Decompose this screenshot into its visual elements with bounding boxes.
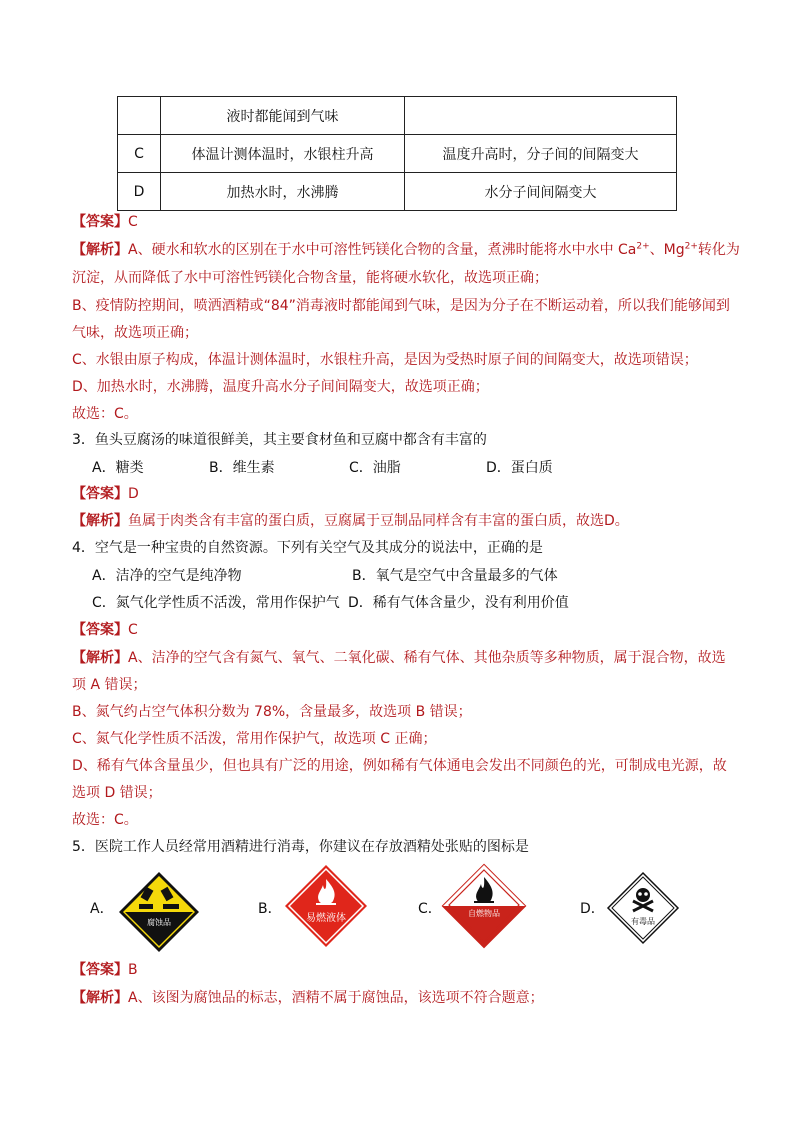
table-cell-key — [118, 97, 161, 135]
sign-text: 易燃液体 — [306, 913, 346, 924]
analysis-text: A、该图为腐蚀品的标志，酒精不属于腐蚀品，该选项不符合题意； — [128, 990, 544, 1006]
table-row — [118, 97, 677, 135]
analysis-text: 转化为 — [697, 242, 740, 258]
analysis-tag: 【解析】 — [72, 650, 128, 666]
question-3-stem: 3．鱼头豆腐汤的味道很鲜美，其主要食材鱼和豆腐中都含有丰富的 — [72, 432, 487, 448]
spontaneous-combustion-sign-icon — [441, 863, 527, 949]
analysis-line: D、加热水时，水沸腾，温度升高水分子间间隔变大，故选项正确； — [72, 379, 489, 395]
options-table — [117, 96, 677, 211]
analysis-tag: 【解析】 — [72, 513, 128, 529]
option-a-label: A． — [90, 901, 114, 917]
analysis-line: 选项 D 错误； — [72, 785, 162, 801]
analysis-line: 项 A 错误； — [72, 677, 147, 693]
analysis-text: 鱼属于肉类含有丰富的蛋白质，豆腐属于豆制品同样含有丰富的蛋白质，故选D。 — [128, 513, 629, 529]
sign-text: 腐蚀品 — [147, 918, 171, 927]
option-c-label: C． — [418, 901, 442, 917]
analysis-line: B、疫情防控期间，喷洒酒精或“84”消毒液时都能闻到气味，是因为分子在不断运动着，所以我们能够闻到 — [72, 298, 730, 314]
analysis-line: D、稀有气体含量虽少，但也具有广泛的用途，例如稀有气体通电会发出不同颜色的光，可制成电光源，故 — [72, 758, 727, 774]
option-a: A．洁净的空气是纯净物 — [92, 568, 242, 584]
option-c: C．氮气化学性质不活泼，常用作保护气 — [92, 595, 340, 611]
flammable-liquid-sign-icon — [283, 863, 369, 949]
answer-value: B — [128, 962, 138, 978]
option-b: B．维生素 — [209, 460, 275, 476]
analysis-conclusion: 故选：C。 — [72, 406, 138, 422]
answer-value: D — [128, 486, 139, 502]
answer-tag: 【答案】 — [72, 962, 128, 978]
answer-tag: 【答案】 — [72, 486, 128, 502]
analysis-line: 沉淀，从而降低了水中可溶性钙镁化合物含量，能将硬水软化，故选项正确； — [72, 270, 548, 286]
analysis-text: A、硬水和软水的区别在于水中可溶性钙镁化合物的含量，煮沸时能将水中水中 Ca — [128, 242, 637, 258]
q3-answer-line — [72, 484, 139, 504]
analysis-line: C、氮气化学性质不活泼，常用作保护气，故选项 C 正确； — [72, 731, 437, 747]
q5-answer-line — [72, 960, 138, 980]
q4-answer-line — [72, 620, 138, 640]
table-cell-explanation: 水分子间间隔变大 — [405, 173, 677, 211]
option-d: D．稀有气体含量少，没有利用价值 — [348, 595, 569, 611]
analysis-text: 、Mg — [649, 242, 685, 258]
table-row — [118, 173, 677, 211]
analysis-text: A、洁净的空气含有氮气、氧气、二氧化碳、稀有气体、其他杂质等多种物质，属于混合物，故选 — [128, 650, 726, 666]
analysis-line: B、氮气约占空气体积分数为 78%，含量最多，故选项 B 错误； — [72, 704, 472, 720]
table-cell-explanation — [405, 97, 677, 135]
superscript: 2+ — [684, 241, 698, 252]
sign-text: 有毒品 — [631, 917, 655, 926]
analysis-conclusion: 故选：C。 — [72, 812, 138, 828]
question-4-stem: 4．空气是一种宝贵的自然资源。下列有关空气及其成分的说法中，正确的是 — [72, 540, 543, 556]
q4-analysis-line-1 — [72, 648, 726, 668]
answer-value: C — [128, 214, 138, 230]
table-row — [118, 135, 677, 173]
option-b-label: B． — [258, 901, 282, 917]
analysis-line: C、水银由原子构成，体温计测体温时，水银柱升高，是因为受热时原子间的间隔变大，故选项错误； — [72, 352, 698, 368]
analysis-tag: 【解析】 — [72, 242, 128, 258]
answer-value: C — [128, 622, 138, 638]
table-cell-phenomenon: 体温计测体温时，水银柱升高 — [161, 135, 405, 173]
option-d-label: D． — [580, 901, 605, 917]
question-5-stem: 5．医院工作人员经常用酒精进行消毒，你建议在存放酒精处张贴的图标是 — [72, 839, 529, 855]
table-cell-phenomenon: 加热水时，水沸腾 — [161, 173, 405, 211]
option-b: B．氧气是空气中含量最多的气体 — [352, 568, 558, 584]
option-c: C．油脂 — [349, 460, 401, 476]
analysis-tag: 【解析】 — [72, 990, 128, 1006]
table-cell-key: C — [118, 135, 161, 173]
answer-tag: 【答案】 — [72, 622, 128, 638]
q3-analysis-line — [72, 511, 629, 531]
table-cell-explanation: 温度升高时，分子间的间隔变大 — [405, 135, 677, 173]
q2-analysis-line-1 — [72, 240, 740, 260]
answer-tag: 【答案】 — [72, 214, 128, 230]
analysis-line: 气味，故选项正确； — [72, 325, 198, 341]
option-d: D．蛋白质 — [486, 460, 553, 476]
table-cell-phenomenon: 液时都能闻到气味 — [161, 97, 405, 135]
superscript: 2+ — [636, 241, 650, 252]
q2-answer-line — [72, 212, 138, 232]
corrosive-sign-icon — [117, 870, 201, 954]
option-a: A．糖类 — [92, 460, 144, 476]
sign-text: 自燃物品 — [468, 909, 500, 918]
table-cell-key: D — [118, 173, 161, 211]
toxic-sign-icon — [606, 871, 680, 945]
q5-analysis-line — [72, 988, 544, 1008]
